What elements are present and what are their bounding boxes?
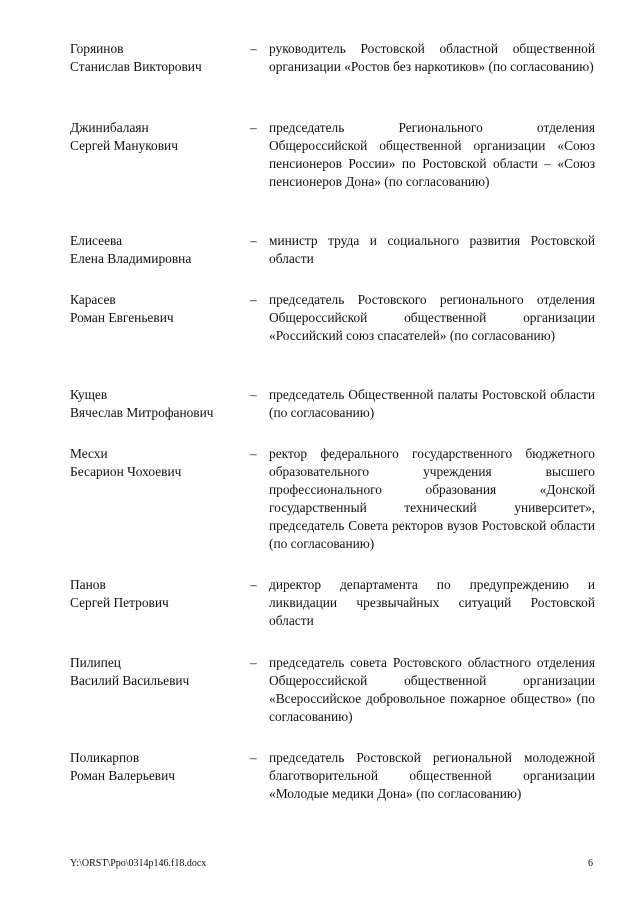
footer-page-number: 6 [588, 858, 593, 869]
dash-separator: – [250, 655, 257, 670]
member-surname: Пилипец [70, 655, 121, 670]
member-name [70, 749, 250, 785]
member-role: председатель Ростовской региональной молодежной благотворительной общественной организации «Молодые медики Дона» (по согласованию) [269, 750, 595, 801]
member-role: директор департамента по предупреждению и ликвидации чрезвычайных ситуаций Ростовской области [269, 577, 595, 628]
member-role: министр труда и социального развития Ростовской области [269, 233, 595, 266]
member-surname: Кущев [70, 387, 108, 402]
member-name [70, 576, 250, 612]
footer-file-path: Y:\ORST\Ppo\0314p146.f18.docx [70, 858, 207, 869]
member-given-name: Сергей Манукович [70, 138, 178, 153]
member-role: председатель Ростовского регионального отделения Общероссийской общественной организации «Российский союз спасателей» (по согласованию) [269, 292, 595, 343]
member-surname: Панов [70, 577, 106, 592]
member-role: председатель Общественной палаты Ростовской области (по согласованию) [269, 387, 595, 420]
member-role: ректор федерального государственного бюджетного образовательного учреждения высшего профессионального образования «Донской государственный технический университет», председатель Совета ректоров вузов Ростовской области (по согласованию) [269, 446, 595, 551]
member-name [70, 386, 250, 422]
member-given-name: Бесарион Чохоевич [70, 464, 182, 479]
member-given-name: Роман Евгеньевич [70, 310, 174, 325]
member-surname: Карасев [70, 292, 116, 307]
dash-separator: – [250, 446, 257, 461]
member-surname: Месхи [70, 446, 108, 461]
member-given-name: Станислав Викторович [70, 59, 202, 74]
member-surname: Горяинов [70, 41, 124, 56]
member-given-name: Сергей Петрович [70, 595, 169, 610]
member-given-name: Роман Валерьевич [70, 768, 175, 783]
member-name [70, 232, 250, 268]
dash-separator: – [250, 41, 257, 56]
dash-separator: – [250, 292, 257, 307]
member-name [70, 445, 250, 481]
member-role: руководитель Ростовской областной общественной организации «Ростов без наркотиков» (по согласованию) [269, 41, 595, 74]
member-name [70, 654, 250, 690]
dash-separator: – [250, 233, 257, 248]
member-role: председатель совета Ростовского областного отделения Общероссийской общественной организации «Всероссийское добровольное пожарное общество» (по согласованию) [269, 655, 595, 724]
member-name [70, 119, 250, 155]
dash-separator: – [250, 120, 257, 135]
member-given-name: Елена Владимировна [70, 251, 192, 266]
member-given-name: Вячеслав Митрофанович [70, 405, 214, 420]
dash-separator: – [250, 387, 257, 402]
member-name [70, 291, 250, 327]
member-role: председатель Регионального отделения Общероссийской общественной организации «Союз пенсионеров России» по Ростовской области – «Союз пенсионеров Дона» (по согласованию) [269, 120, 595, 189]
member-given-name: Василий Васильевич [70, 673, 190, 688]
member-surname: Джинибалаян [70, 120, 149, 135]
dash-separator: – [250, 750, 257, 765]
dash-separator: – [250, 577, 257, 592]
member-name [70, 40, 250, 76]
member-surname: Елисеева [70, 233, 123, 248]
member-surname: Поликарпов [70, 750, 140, 765]
